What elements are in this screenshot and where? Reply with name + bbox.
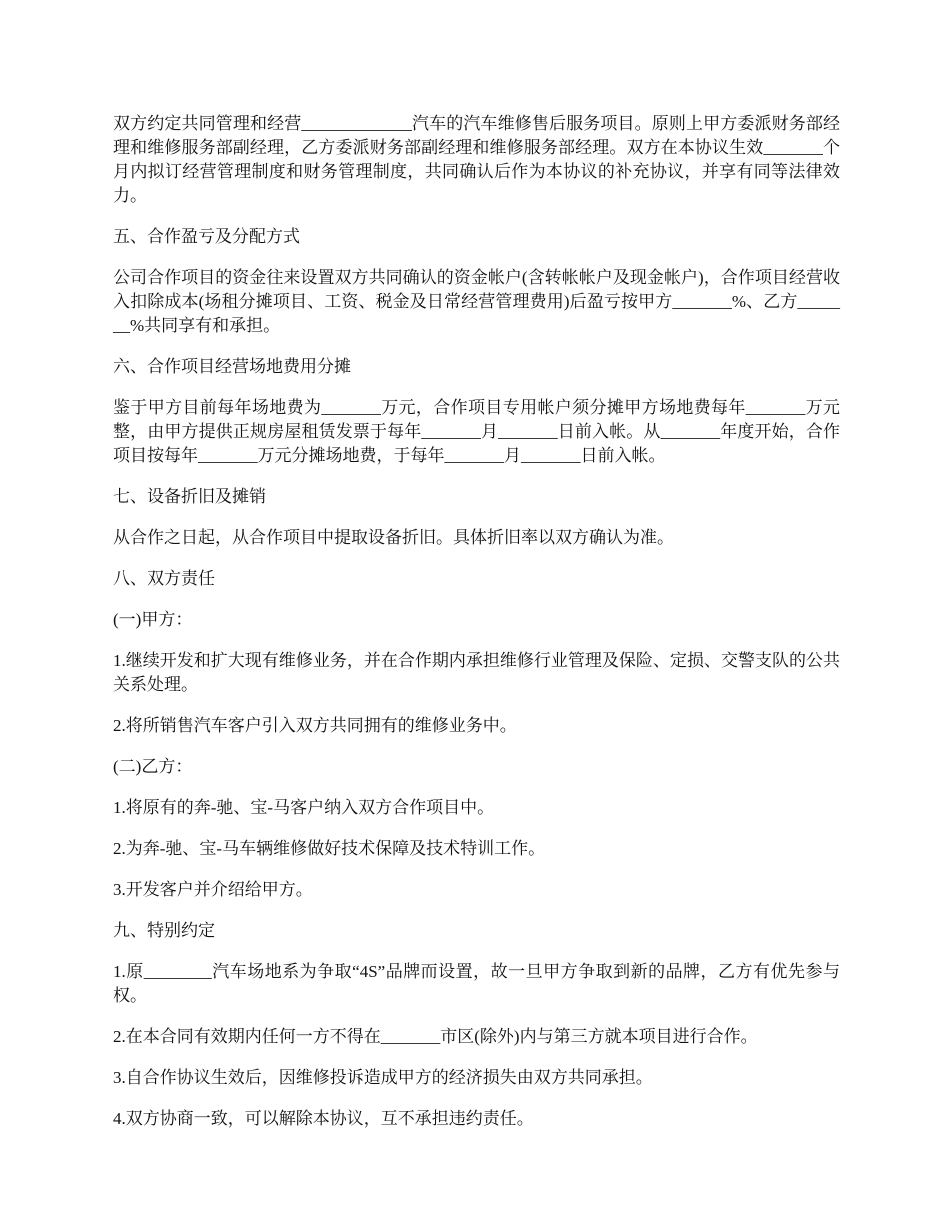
list-item-party-b-3: 3.开发客户并介绍给甲方。 <box>113 880 313 899</box>
subheading-party-b: (二)乙方： <box>113 757 193 776</box>
paragraph-depreciation: 从合作之日起，从合作项目中提取设备折旧。具体折旧率以双方确认为准。 <box>113 528 674 547</box>
list-item-party-b-2: 2.为奔-驰、宝-马车辆维修做好技术保障及技术特训工作。 <box>113 839 546 858</box>
list-item-party-b-1: 1.将原有的奔-驰、宝-马客户纳入双方合作项目中。 <box>113 798 495 817</box>
list-item-special-4: 4.双方协商一致，可以解除本协议，互不承担违约责任。 <box>113 1109 534 1128</box>
list-item-special-1: 1.原________汽车场地系为争取“4S”品牌而设置，故一旦甲方争取到新的品牌，乙方有优先参与权。 <box>113 962 840 1005</box>
list-item-special-3: 3.自合作协议生效后，因维修投诉造成甲方的经济损失由双方共同承担。 <box>113 1068 653 1087</box>
section-heading-9: 九、特别约定 <box>113 921 215 940</box>
section-heading-7: 七、设备折旧及摊销 <box>113 487 266 506</box>
section-heading-8: 八、双方责任 <box>113 569 215 588</box>
list-item-party-a-2: 2.将所销售汽车客户引入双方共同拥有的维修业务中。 <box>113 716 517 735</box>
section-heading-6: 六、合作项目经营场地费用分摊 <box>113 357 351 376</box>
paragraph-management: 双方约定共同管理和经营_____________汽车的汽车维修售后服务项目。原则上甲方委派财务部经理和维修服务部副经理，乙方委派财务部副经理和维修服务部经理。双方在本协议生效_______个月内拟订经营管理制度和财务管理制度，共同确认后作为本协议的补充协议，并享有同等法律效力。 <box>113 114 840 205</box>
subheading-party-a: (一)甲方： <box>113 610 193 629</box>
paragraph-site-fee: 鉴于甲方目前每年场地费为_______万元，合作项目专用帐户须分摊甲方场地费每年_______万元整，由甲方提供正规房屋租赁发票于每年_______月_______日前入帐。从_______年度开始，合作项目按每年_______万元分摊场地费，于每年_______月_______日前入帐。 <box>113 398 840 465</box>
section-heading-5: 五、合作盈亏及分配方式 <box>113 227 300 246</box>
document-page <box>113 112 840 1148</box>
list-item-special-2: 2.在本合同有效期内任何一方不得在_______市区(除外)内与第三方就本项目进行合作。 <box>113 1027 758 1046</box>
paragraph-profit-sharing: 公司合作项目的资金往来设置双方共同确认的资金帐户(含转帐帐户及现金帐户)，合作项目经营收入扣除成本(场租分摊项目、工资、税金及日常经营管理费用)后盈亏按甲方_______%、乙方_______%共同享有和承担。 <box>113 268 840 335</box>
list-item-party-a-1: 1.继续开发和扩大现有维修业务，并在合作期内承担维修行业管理及保险、定损、交警支队的公共关系处理。 <box>113 651 840 694</box>
